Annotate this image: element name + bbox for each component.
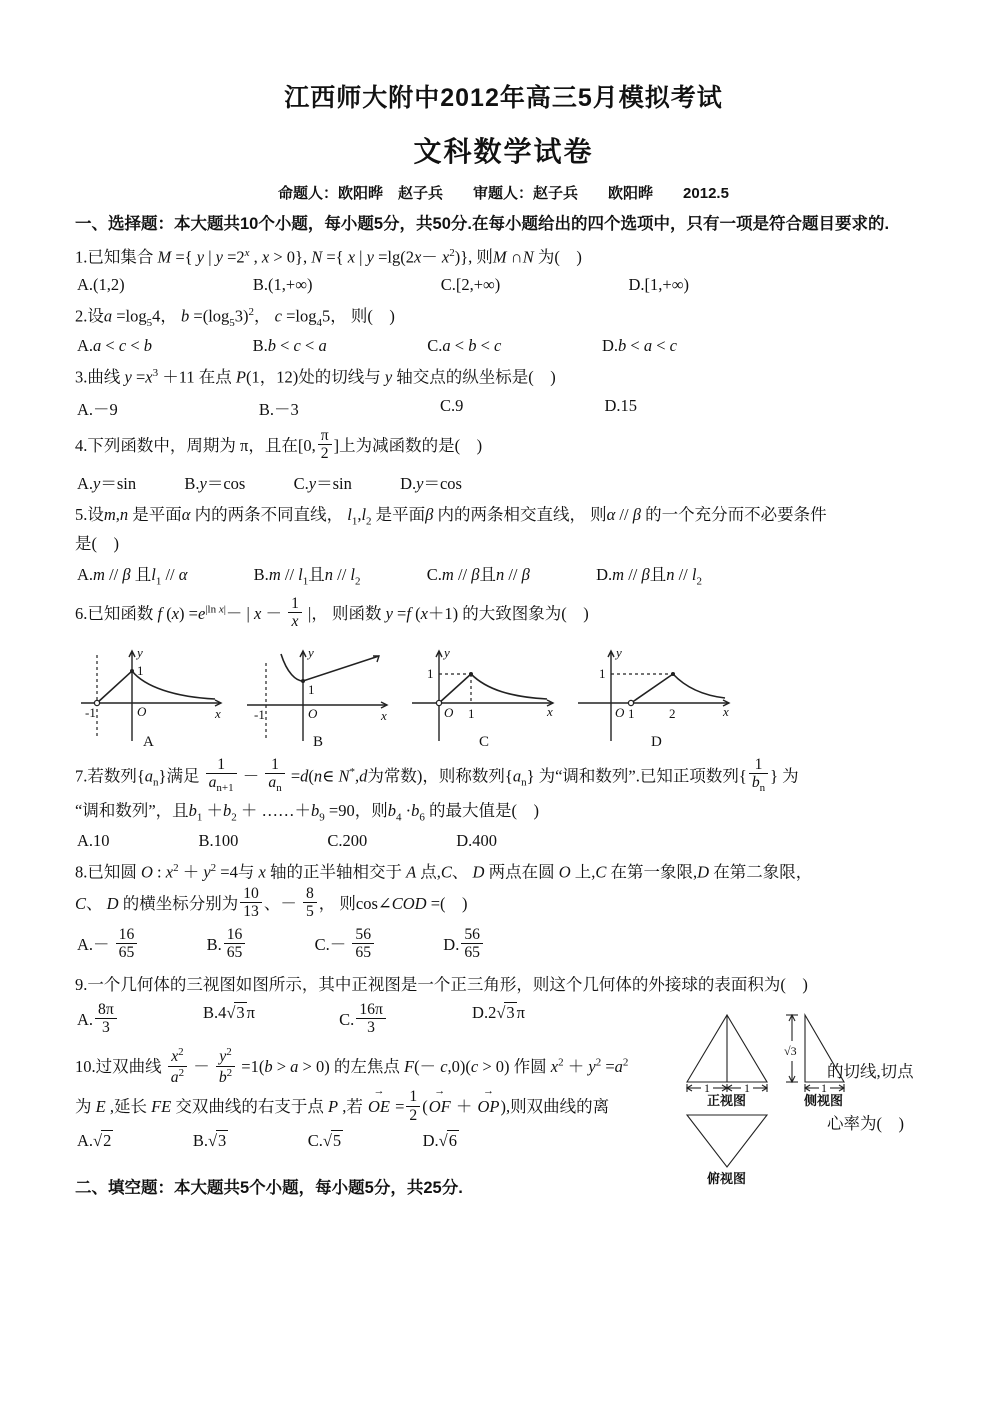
question-text: “调和数列”，且$b_1 +b_2$ ＋ $\dots\dots+b_9 =90$，则$b_4 \cdot b_6$ 的最大值是( ) — [75, 800, 539, 824]
question-stem — [75, 1045, 730, 1127]
graph-option-D — [573, 641, 735, 749]
x-axis-label: x — [547, 703, 553, 719]
question-text: 10.过双曲线 $\frac{x^2}{a^2}$ － $\frac{y^2}{b^2}$ =1(b > a > 0) 的左焦点 F(－ c,0)(c > 0) 作圆 $x^2 + y^2 =a^2$ — [75, 1045, 629, 1086]
option-B: B.4√3 π — [202, 1002, 255, 1022]
question6-graph-options — [75, 641, 932, 749]
question-text: 4.下列函数中，周期为 π，且在[0, $\frac{\pi}{2}$ ]上为减函数的是( ) — [75, 426, 483, 463]
option-C: C.m // β且n // β — [426, 565, 530, 585]
option-B: B.100 — [198, 830, 239, 850]
question-options — [77, 336, 677, 356]
question10-wrap-text-1: 的切线,切点 — [827, 1061, 914, 1081]
question-text: 2.设$a =\log_54$， $b =(\log_53)^2$， $c =\log_45$， 则( ) — [75, 306, 395, 329]
origin-label: O — [444, 704, 454, 720]
y-axis-label: y — [137, 644, 143, 660]
option-B: B.(1,+∞) — [252, 275, 313, 295]
question-text: 为 E ,延长 FE 交双曲线的右支于点 P ,若 → OE = $\frac{1}{2}$ (→ OF ＋ → OP),则双曲线的离 — [75, 1090, 730, 1126]
option-D: D.y＝cos — [400, 473, 462, 493]
option-A: A.m // β 且$l_1$ // α — [77, 565, 188, 588]
graph-option-A — [75, 641, 227, 749]
question-options — [77, 396, 637, 420]
graph-caption: C — [479, 733, 490, 749]
question-2 — [75, 304, 932, 356]
y-axis-label: y — [616, 644, 622, 660]
option-C: C.－ $\frac{56}{65}$ — [315, 928, 376, 964]
graph-caption: A — [143, 733, 154, 749]
side-height-dim: √3 — [784, 1043, 797, 1058]
option-C: C.a < b < c — [427, 336, 502, 356]
option-A: A.a < c < b — [77, 336, 152, 356]
questions-block-1 — [75, 245, 932, 749]
exam-title: 江西师大附中2012年高三5月模拟考试 — [284, 84, 723, 112]
x-axis-label: x — [723, 703, 729, 719]
question-stem — [75, 304, 932, 331]
y-axis-label: y — [444, 644, 450, 660]
option-B: B.－3 — [258, 399, 299, 419]
question-stem — [75, 594, 932, 633]
question-options — [77, 470, 462, 494]
option-C: C.9 — [439, 395, 464, 415]
x-tick: 1 — [628, 705, 635, 721]
option-D: D.15 — [604, 395, 637, 415]
option-C: C.200 — [327, 830, 368, 850]
question10-wrap-text-2: 心率为( ) — [827, 1113, 904, 1133]
section1-heading: 一、选择题：本大题共10个小题，每小题5分，共50分.在每小题给出的四个选项中，只有一项是符合题目要求的. — [75, 215, 890, 233]
question-text: 7.若数列$\{a_n\}$满足 $\frac{1}{a_{n+1}}$ － $\frac{1}{a_n}$ =d(n∈ N*,d为常数)，则称数列$\{a_n\}$ 为“调和数列”.已知正项数列{ $\frac{1}{b_n}$ } 为 — [75, 755, 799, 795]
x-axis-label: x — [215, 705, 221, 721]
min-label: 1 — [308, 681, 315, 697]
front-dim-right: 1 — [744, 1080, 750, 1095]
option-A: A.10 — [77, 830, 110, 850]
question-7 — [75, 755, 932, 851]
question-options — [77, 561, 702, 587]
y-tick: 1 — [599, 665, 606, 681]
graph-option-C — [407, 641, 559, 749]
question-text: 6.已知函数 f $(x) =e^{|ln x|}-$ | x － $\frac{1}{x}$ |， 则函数 y =f (x＋1) 的大致图象为( ) — [75, 594, 589, 631]
option-B: B.b < c < a — [252, 336, 327, 356]
option-B: B. $\frac{16}{65}$ — [207, 928, 248, 964]
question-options — [77, 925, 485, 964]
option-D: D.[1,+∞) — [628, 275, 689, 295]
option-D: D.400 — [456, 830, 497, 850]
question-text: 是( ) — [75, 533, 119, 553]
x-tick: -1 — [254, 706, 265, 722]
question-options — [77, 1131, 459, 1151]
peak-label: 1 — [137, 662, 144, 678]
question-text: 5.设m,n 是平面α 内的两条不同直线， $l_1,l_2$ 是平面β 内的两条相交直线， 则α // β 的一个充分而不必要条件 — [75, 504, 827, 528]
graph-caption: D — [651, 733, 662, 749]
option-D: D.√6 — [422, 1131, 457, 1151]
graph-caption: B — [313, 733, 324, 749]
x-tick-2: 2 — [669, 705, 676, 721]
side-view-label: 侧视图 — [804, 1092, 844, 1108]
question-1 — [75, 245, 932, 295]
option-D: D.m // β且n // $l_2$ — [596, 565, 702, 588]
question-4 — [75, 426, 932, 494]
exam-subtitle: 文科数学试卷 — [413, 136, 594, 167]
x-tick: -1 — [85, 704, 96, 720]
option-A: A.－9 — [77, 399, 118, 419]
option-A: A.(1,2) — [77, 275, 125, 295]
section2-heading: 二、填空题：本大题共5个小题，每小题5分，共25分. — [75, 1179, 463, 1198]
origin-label: O — [615, 704, 625, 720]
question-10 — [75, 1045, 932, 1152]
option-A: A.y＝sin — [77, 473, 137, 493]
question-5 — [75, 503, 932, 588]
x-axis-label: x — [381, 707, 387, 723]
question-3 — [75, 365, 932, 419]
option-C: C.y＝sin — [293, 473, 352, 493]
question-text: 3.曲线 $y =x^3 +11$ 在点 P(1，12)处的切线与 y 轴交点的纵坐标是( ) — [75, 367, 556, 387]
front-view-label: 正视图 — [707, 1092, 747, 1108]
option-B: $B.m // l_1$且n // $l_2$ — [253, 565, 361, 588]
question-stem — [75, 426, 932, 465]
top-view-label: 俯视图 — [707, 1170, 747, 1186]
question-text: 1.已知集合 M ={ y | $y =2^x$ , x > 0}, N ={ x | $y =\lg(2x- x^2)$}, 则M ∩N 为( ) — [75, 246, 582, 267]
question-options — [77, 1000, 525, 1039]
side-dim: 1 — [821, 1080, 827, 1095]
x-tick: 1 — [468, 705, 475, 721]
option-C: C.[2,+∞) — [440, 275, 501, 295]
option-A: A. $\frac{8\pi}{3}$ — [77, 1003, 119, 1039]
front-dim-left: 1 — [704, 1080, 710, 1095]
y-tick: 1 — [427, 665, 434, 681]
option-B: B.y＝cos — [184, 473, 246, 493]
graph-option-B — [241, 641, 393, 749]
y-axis-label: y — [308, 644, 314, 660]
option-C: C. $\frac{16\pi}{3}$ — [339, 1003, 388, 1039]
question-6 — [75, 594, 932, 749]
question-text: C、 D 的横坐标分别为 $\frac{10}{13}$ 、－ $\frac{8}{5}$ ， 则cos∠COD =( ) — [75, 884, 468, 921]
question-options — [77, 831, 497, 851]
option-B: B.√3 — [192, 1131, 227, 1151]
question-text: 9.一个几何体的三视图如图所示，其中正视图是一个正三角形，则这个几何体的外接球的表面积为( ) — [75, 974, 808, 994]
question-stem — [75, 755, 932, 826]
exam-byline: 命题人：欧阳晔 赵子兵 审题人：赵子兵 欧阳晔 2012.5 — [278, 185, 729, 202]
option-D: D.b < a < c — [601, 336, 677, 356]
option-D: D. $\frac{56}{65}$ — [443, 928, 485, 964]
question-8 — [75, 860, 932, 964]
option-D: D.2√3 π — [472, 1002, 525, 1022]
question-stem — [75, 503, 932, 557]
question-stem — [75, 245, 932, 270]
origin-label: O — [137, 703, 147, 719]
questions-block-2 — [75, 755, 932, 1186]
option-A: A.－ $\frac{16}{65}$ — [77, 928, 139, 964]
question-stem — [75, 973, 932, 998]
question-options — [77, 275, 689, 295]
option-C: C.√5 — [307, 1131, 342, 1151]
question-text: 8.已知圆 O : $x^2 + y^2 =4$与 x 轴的正半轴相交于 A 点,C、 D 两点在圆 O 上,C 在第一象限,D 在第二象限， — [75, 861, 813, 882]
origin-label: O — [308, 705, 318, 721]
question-stem — [75, 365, 932, 390]
question-stem — [75, 860, 932, 923]
option-A: A.√2 — [77, 1131, 112, 1151]
